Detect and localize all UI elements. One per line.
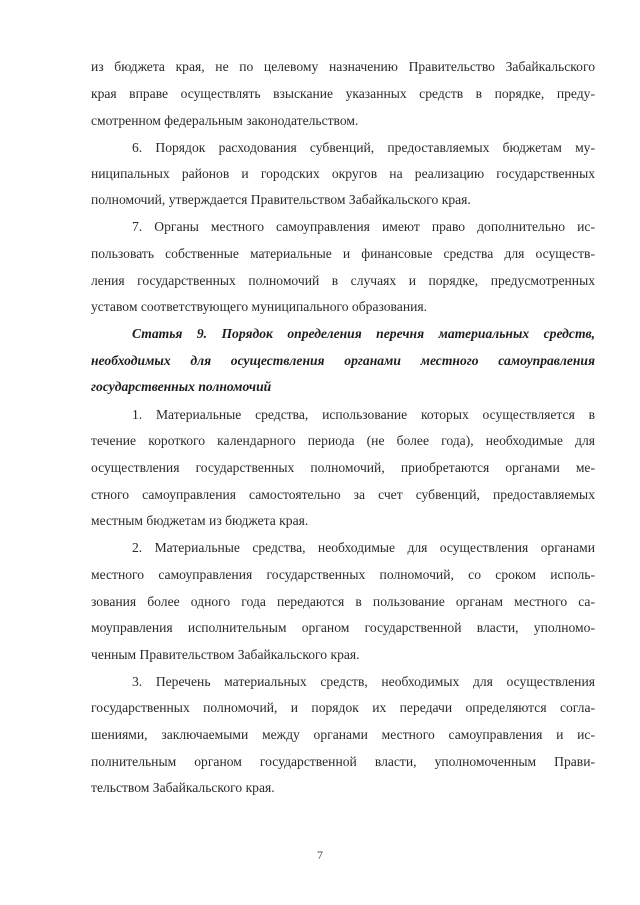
article-9-heading-line-2: необходимых для осуществления органами местного самоуправления xyxy=(91,353,595,368)
paragraph-6-line-3: полномочий, утверждается Правительством Забайкальского края. xyxy=(91,192,471,207)
paragraph-5-line-2: края вправе осуществлять взыскание указанных средств в порядке, преду- xyxy=(91,86,595,101)
paragraph-7-line-2: пользовать собственные материальные и финансовые средства для осуществ- xyxy=(91,246,595,261)
article-9-paragraph-2-line-5: ченным Правительством Забайкальского края. xyxy=(91,647,360,662)
article-9-paragraph-3-line-5: тельством Забайкальского края. xyxy=(91,780,275,795)
paragraph-7-line-3: ления государственных полномочий в случаях и порядке, предусмотренных xyxy=(91,273,595,288)
article-9-paragraph-1-line-2: течение короткого календарного периода (не более года), необходимые для xyxy=(91,433,595,448)
paragraph-5-line-1: из бюджета края, не по целевому назначению Правительство Забайкальского xyxy=(91,59,595,74)
article-9-heading-line-3: государственных полномочий xyxy=(91,379,272,394)
paragraph-5-line-3: смотренном федеральным законодательством. xyxy=(91,113,359,128)
paragraph-7-line-4: уставом соответствующего муниципального образования. xyxy=(91,299,428,314)
article-9-paragraph-2-line-1: 2. Материальные средства, необходимые для осуществления органами xyxy=(132,540,595,555)
paragraph-6-line-1: 6. Порядок расходования субвенций, предоставляемых бюджетам му- xyxy=(132,140,595,155)
article-9-paragraph-2-line-3: зования более одного года передаются в пользование органам местного са- xyxy=(91,594,595,609)
article-9-paragraph-2-line-4: моуправления исполнительным органом государственной власти, уполномо- xyxy=(91,620,595,635)
article-9-paragraph-1-line-1: 1. Материальные средства, использование которых осуществляется в xyxy=(132,407,595,422)
article-9-paragraph-3-line-3: шениями, заключаемыми между органами местного самоуправления и ис- xyxy=(91,727,595,742)
article-9-heading-line-1: Статья 9. Порядок определения перечня материальных средств, xyxy=(132,326,595,341)
page-number: 7 xyxy=(317,848,323,862)
article-9-paragraph-1-line-3: осуществления государственных полномочий, приобретаются органами ме- xyxy=(91,460,595,475)
paragraph-6-line-2: ниципальных районов и городских округов на реализацию государственных xyxy=(91,166,595,181)
article-9-paragraph-3-line-1: 3. Перечень материальных средств, необходимых для осуществления xyxy=(132,674,595,689)
article-9-paragraph-2-line-2: местного самоуправления государственных полномочий, со сроком исполь- xyxy=(91,567,595,582)
article-9-paragraph-3-line-4: полнительным органом государственной власти, уполномоченным Прави- xyxy=(91,754,595,769)
article-9-paragraph-1-line-4: стного самоуправления самостоятельно за счет субвенций, предоставляемых xyxy=(91,487,595,502)
article-9-paragraph-3-line-2: государственных полномочий, и порядок их передачи определяются согла- xyxy=(91,700,595,715)
article-9-paragraph-1-line-5: местным бюджетам из бюджета края. xyxy=(91,513,309,528)
paragraph-7-line-1: 7. Органы местного самоуправления имеют право дополнительно ис- xyxy=(132,219,595,234)
